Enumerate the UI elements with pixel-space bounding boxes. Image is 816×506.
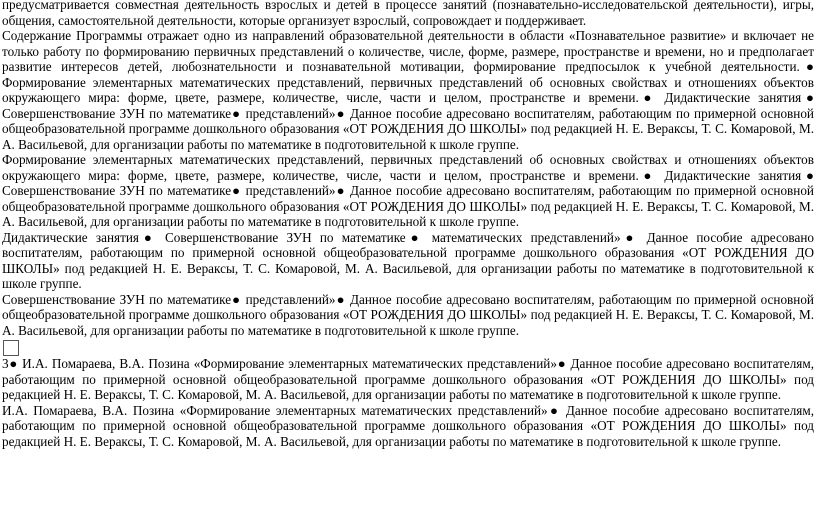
paragraph-didactic: Дидактические занятия● Совершенствование ЗУН по математике● математических представлений»● Данное пособие адресовано воспитателям, работающим по примерной основной общеобразовательной программе дошкольного образования «ОТ РОЖДЕНИЯ ДО ШКОЛЫ» под редакцией Н. Е. Вераксы, Т. С. Комаровой, М. А. Васильевой, для организации работы по математике в подготовительной к школе группе.: [2, 229, 814, 291]
paragraph-fems: Формирование элементарных математических представлений, первичных представлений об основных свойствах и отношениях объектов окружающего мира: форме, цвете, размере, количестве, числе, части и целом, пространстве и времени.● Дидактические занятия● Совершенствование ЗУН по математике● представлений»● Данное пособие адресовано воспитателям, работающим по примерной основной общеобразовательной программе дошкольного образования «ОТ РОЖДЕНИЯ ДО ШКОЛЫ» под редакцией Н. Е. Вераксы, Т. С. Комаровой, М. А. Васильевой, для организации работы по математике в подготовительной к школе группе.: [2, 152, 814, 229]
paragraph-improvement: Совершенствование ЗУН по математике● представлений»● Данное пособие адресовано воспитателям, работающим по примерной основной общеобразовательной программе дошкольного образования «ОТ РОЖДЕНИЯ ДО ШКОЛЫ» под редакцией Н. Е. Вераксы, Т. С. Комаровой, М. А. Васильевой, для организации работы по математике в подготовительной к школе группе.: [2, 291, 814, 338]
checkbox-icon[interactable]: [3, 340, 19, 356]
paragraph-pomoraeva-1: 3● И.А. Помараева, В.А. Позина «Формирование элементарных математических представлений»● Данное пособие адресовано воспитателям, работающим по примерной основной общеобразовательной программе дошкольного образования «ОТ РОЖДЕНИЯ ДО ШКОЛЫ» под редакцией Н. Е. Вераксы, Т. С. Комаровой, М. А. Васильевой, для организации работы по математике в подготовительной к школе группе.: [2, 356, 814, 402]
paragraph-intro: предусматривается совместная деятельность взрослых и детей в процессе занятий (познавательно-исследовательской деятельности), игры, общения, самостоятельной деятельности, которые организует взрослый, сопровождает и поддерживает.: [2, 0, 814, 28]
paragraph-pomoraeva-2: И.А. Помараева, В.А. Позина «Формирование элементарных математических представлений»● Данное пособие адресовано воспитателям, работающим по примерной основной общеобразовательной программе дошкольного образования «ОТ РОЖДЕНИЯ ДО ШКОЛЫ» под редакцией Н. Е. Вераксы, Т. С. Комаровой, М. А. Васильевой, для организации работы по математике в подготовительной к школе группе.: [2, 402, 814, 449]
paragraph-program-content: Содержание Программы отражает одно из направлений образовательной деятельности в области «Познавательное развитие» и включает не только работу по формированию первичных представлений о количестве, числе, форме, размере, пространстве и времени, но и предполагает развитие интересов детей, любознательности и познавательной мотивации, формирование предпосылок к учебной деятельности.● Формирование элементарных математических представлений, первичных представлений об основных свойствах и отношениях объектов окружающего мира: форме, цвете, размере, количестве, числе, части и целом, пространстве и времени.● Дидактические занятия● Совершенствование ЗУН по математике● представлений»● Данное пособие адресовано воспитателям, работающим по примерной основной общеобразовательной программе дошкольного образования «ОТ РОЖДЕНИЯ ДО ШКОЛЫ» под редакцией Н. Е. Вераксы, Т. С. Комаровой, М. А. Васильевой, для организации работы по математике в подготовительной к школе группе.: [2, 28, 814, 152]
